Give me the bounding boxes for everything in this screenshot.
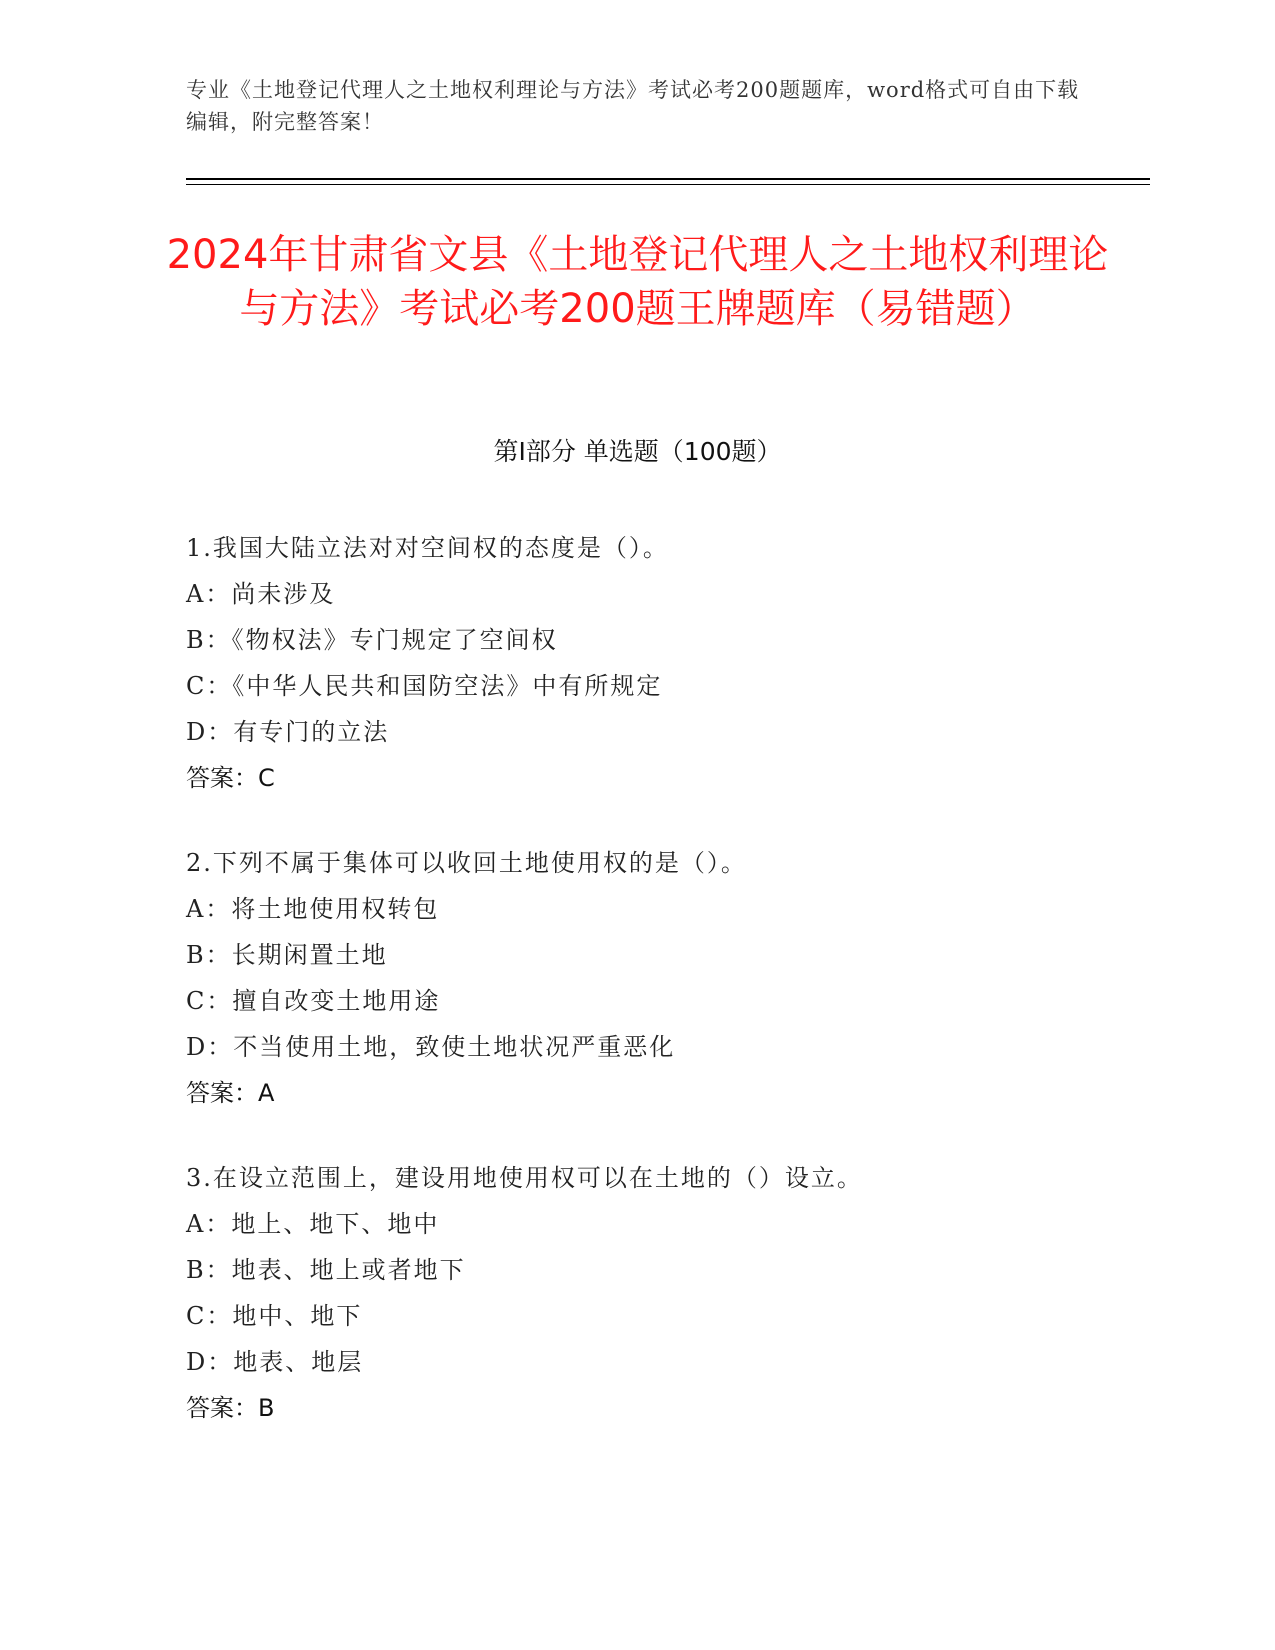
answer-prefix: 答案： [186,1394,258,1422]
question-list [186,525,1086,1470]
option-d: D：不当使用土地，致使土地状况严重恶化 [186,1033,676,1061]
answer-value: C [258,764,275,792]
question-stem: 2.下列不属于集体可以收回土地使用权的是（）。 [186,849,747,877]
answer-prefix: 答案： [186,1079,258,1107]
answer-prefix: 答案： [186,764,258,792]
header-note: 专业《土地登记代理人之土地权利理论与方法》考试必考200题题库，word格式可自由下载编辑，附完整答案！ [186,78,1080,134]
question-1 [186,525,1086,801]
header-divider-thin [186,184,1150,185]
option-b: B：《物权法》专门规定了空间权 [186,626,558,654]
question-stem: 3.在设立范围上，建设用地使用权可以在土地的（）设立。 [186,1164,863,1192]
header-divider-thick [186,178,1150,180]
option-d: D：地表、地层 [186,1348,364,1376]
option-d: D：有专门的立法 [186,718,390,746]
question-2 [186,840,1086,1116]
option-c: C：《中华人民共和国防空法》中有所规定 [186,672,663,700]
answer-value: A [258,1079,275,1107]
option-a: A：将土地使用权转包 [186,895,440,923]
document-title: 2024年甘肃省文县《土地登记代理人之土地权利理论与方法》考试必考200题王牌题库（易错题） [166,232,1109,332]
answer-value: B [258,1394,275,1422]
question-stem: 1.我国大陆立法对对空间权的态度是（）。 [186,534,669,562]
option-c: C：地中、地下 [186,1302,363,1330]
option-a: A：尚未涉及 [186,580,336,608]
option-b: B：地表、地上或者地下 [186,1256,466,1284]
answer-line [186,755,1086,801]
option-b: B：长期闲置土地 [186,941,388,969]
answer-line [186,1070,1086,1116]
option-c: C：擅自改变土地用途 [186,987,441,1015]
section-heading: 第I部分 单选题（100题） [493,437,782,466]
question-3 [186,1155,1086,1431]
option-a: A：地上、地下、地中 [186,1210,440,1238]
answer-line [186,1385,1086,1431]
